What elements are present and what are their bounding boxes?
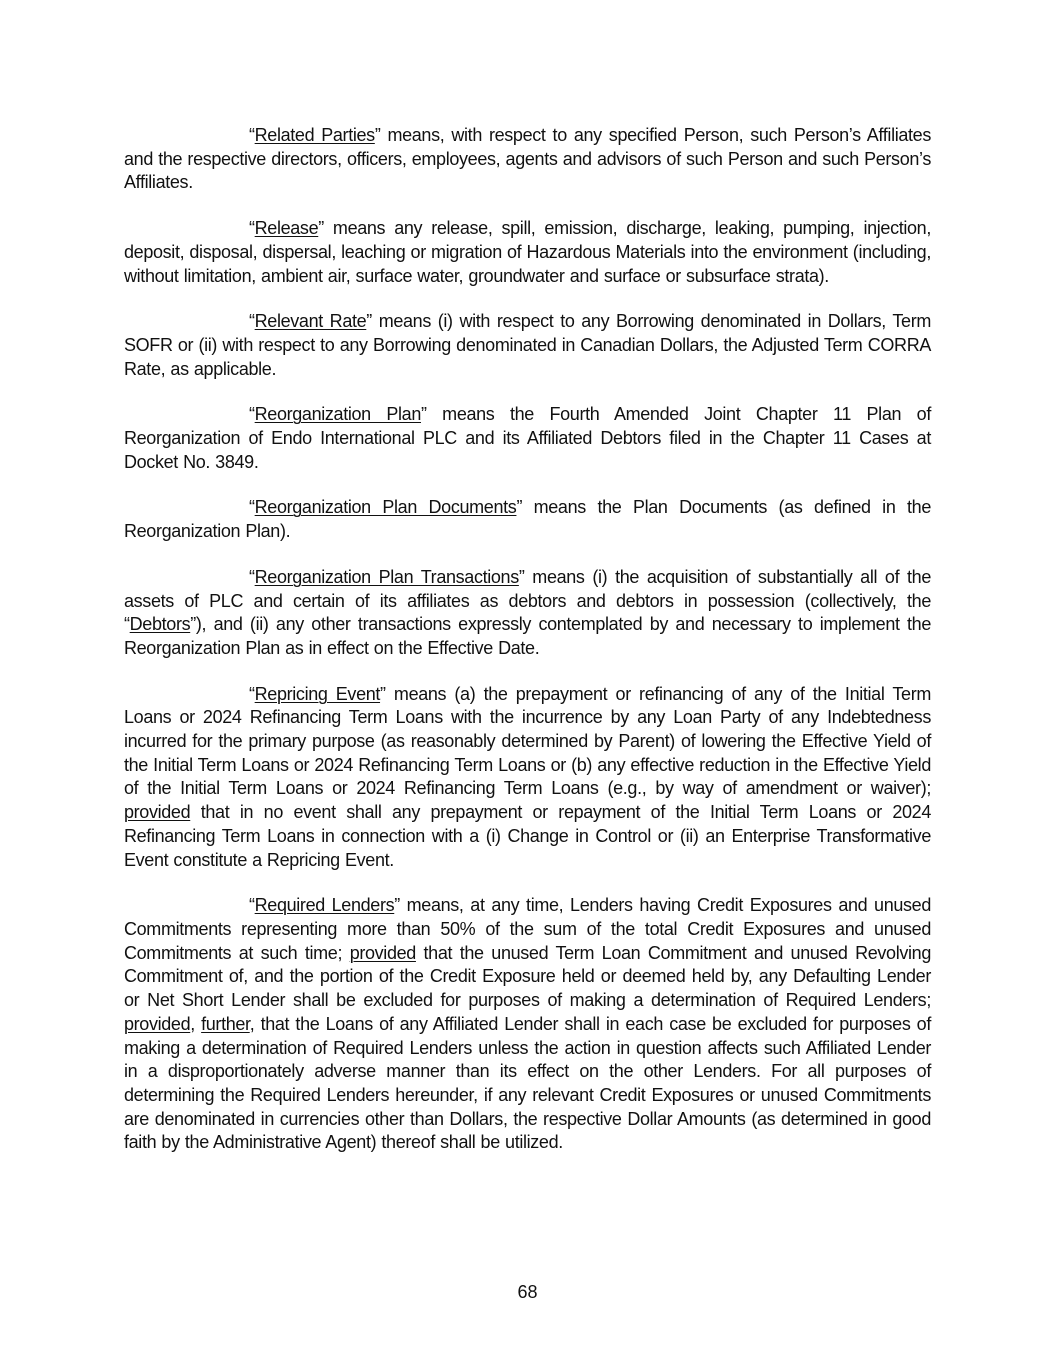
defined-term: Reorganization Plan Transactions bbox=[254, 566, 519, 587]
close-quote: ” bbox=[394, 895, 400, 916]
defined-term: Reorganization Plan Documents bbox=[254, 497, 517, 518]
close-quote: ” bbox=[318, 218, 324, 239]
proviso-provided: provided bbox=[124, 1013, 191, 1034]
open-quote: “ bbox=[249, 404, 255, 425]
page-number: 68 bbox=[517, 1282, 538, 1302]
close-quote: ” bbox=[518, 566, 525, 587]
open-quote: “ bbox=[249, 125, 255, 145]
definition-release bbox=[124, 217, 931, 288]
definition-text: means (i) the acquisition of substantially all of the assets of PLC and certain of its affiliates as debtors and debtors in possession (collectively, the “ bbox=[124, 566, 931, 635]
definition-text: means (a) the prepayment or refinancing of any of the Initial Term Loans or 2024 Refinancing Term Loans with the incurrence by any Loan Party of any Indebtedness incurred for the primary purpose (as reasonably determined by Parent) of lowering the Effective Yield of the Initial Term Loans or 2024 Refinancing Term Loans or (b) any effective reduction in the Effective Yield of the Initial Term Loans or 2024 Refinancing Term Loans (e.g., by way of amendment or waiver); bbox=[124, 683, 931, 799]
definition-reorganization-plan-documents bbox=[124, 496, 931, 543]
document-body bbox=[124, 124, 931, 1177]
close-quote: ” bbox=[421, 404, 427, 425]
defined-term: Required Lenders bbox=[254, 895, 395, 916]
definition-text: means any release, spill, emission, discharge, leaking, pumping, injection, deposit, disposal, dispersal, leaching or migration of Hazardous Materials into the environment (including, without limitation, ambient air, surface water, groundwater and surface or subsurface strata). bbox=[124, 218, 931, 286]
defined-term: Release bbox=[254, 218, 319, 239]
proviso-further: further bbox=[201, 1013, 250, 1034]
proviso-provided: provided bbox=[124, 802, 191, 823]
definition-text: means the Fourth Amended Joint Chapter 11 Plan of Reorganization of Endo International PLC and its Affiliated Debtors filed in the Chapter 11 Cases at Docket No. 3849. bbox=[124, 404, 931, 472]
defined-term: Related Parties bbox=[254, 125, 375, 145]
definition-text: means the Plan Documents (as defined in the Reorganization Plan). bbox=[124, 497, 932, 542]
definition-related-parties bbox=[124, 124, 931, 195]
definition-repricing-event bbox=[124, 683, 931, 873]
definition-reorganization-plan bbox=[124, 403, 931, 474]
open-quote: “ bbox=[249, 218, 255, 239]
definition-relevant-rate bbox=[124, 310, 931, 381]
definition-text: , that the Loans of any Affiliated Lender shall in each case be excluded for purposes of making a determination of Required Lenders unless the action in question affects such Affiliated Lender in a disproportionately adverse manner than its effect on the other Lenders. For all purposes of determining the Required Lenders hereunder, if any relevant Credit Exposures or unused Commitments are denominated in currencies other than Dollars, the respective Dollar Amounts (as determined in good faith by the Administrative Agent) thereof shall be utilized. bbox=[124, 1013, 931, 1153]
definition-text: ”), and (ii) any other transactions expressly contemplated by and necessary to implement the Reorganization Plan as in effect on the Effective Date. bbox=[124, 614, 931, 658]
defined-term: Repricing Event bbox=[254, 683, 381, 704]
definition-reorganization-plan-transactions bbox=[124, 566, 931, 661]
open-quote: “ bbox=[249, 566, 255, 587]
close-quote: ” bbox=[516, 497, 523, 518]
open-quote: “ bbox=[249, 895, 255, 916]
comma-separator: , bbox=[190, 1013, 202, 1034]
open-quote: “ bbox=[249, 497, 255, 518]
defined-term: Relevant Rate bbox=[254, 311, 367, 332]
definition-text: means, at any time, Lenders having Credit Exposures and unused Commitments representing more than 50% of the sum of the total Credit Exposures and unused Commitments at such time; bbox=[124, 895, 932, 963]
defined-term-debtors: Debtors bbox=[129, 614, 191, 635]
definition-text: means (i) with respect to any Borrowing denominated in Dollars, Term SOFR or (ii) with respect to any Borrowing denominated in Canadian Dollars, the Adjusted Term CORRA Rate, as applicable. bbox=[124, 311, 932, 379]
close-quote: ” bbox=[374, 125, 381, 145]
definition-text: that in no event shall any prepayment or repayment of the Initial Term Loans or 2024 Refinancing Term Loans in connection with a (i) Change in Control or (ii) an Enterprise Transformative Event constitute a Repricing Event. bbox=[124, 802, 931, 870]
close-quote: ” bbox=[380, 683, 386, 704]
proviso-provided: provided bbox=[349, 942, 416, 963]
open-quote: “ bbox=[249, 683, 255, 704]
open-quote: “ bbox=[249, 311, 255, 332]
defined-term: Reorganization Plan bbox=[254, 404, 421, 425]
definition-text: means, with respect to any specified Person, such Person’s Affiliates and the respective directors, officers, employees, agents and advisors of such Person and such Person’s Affiliates. bbox=[124, 125, 931, 193]
definition-text: that the unused Term Loan Commitment and unused Revolving Commitment of, and the portion of the Credit Exposure held or deemed held by, any Defaulting Lender or Net Short Lender shall be excluded for purposes of making a determination of Required Lenders; bbox=[124, 942, 931, 1011]
definition-required-lenders bbox=[124, 894, 931, 1155]
close-quote: ” bbox=[366, 311, 372, 332]
